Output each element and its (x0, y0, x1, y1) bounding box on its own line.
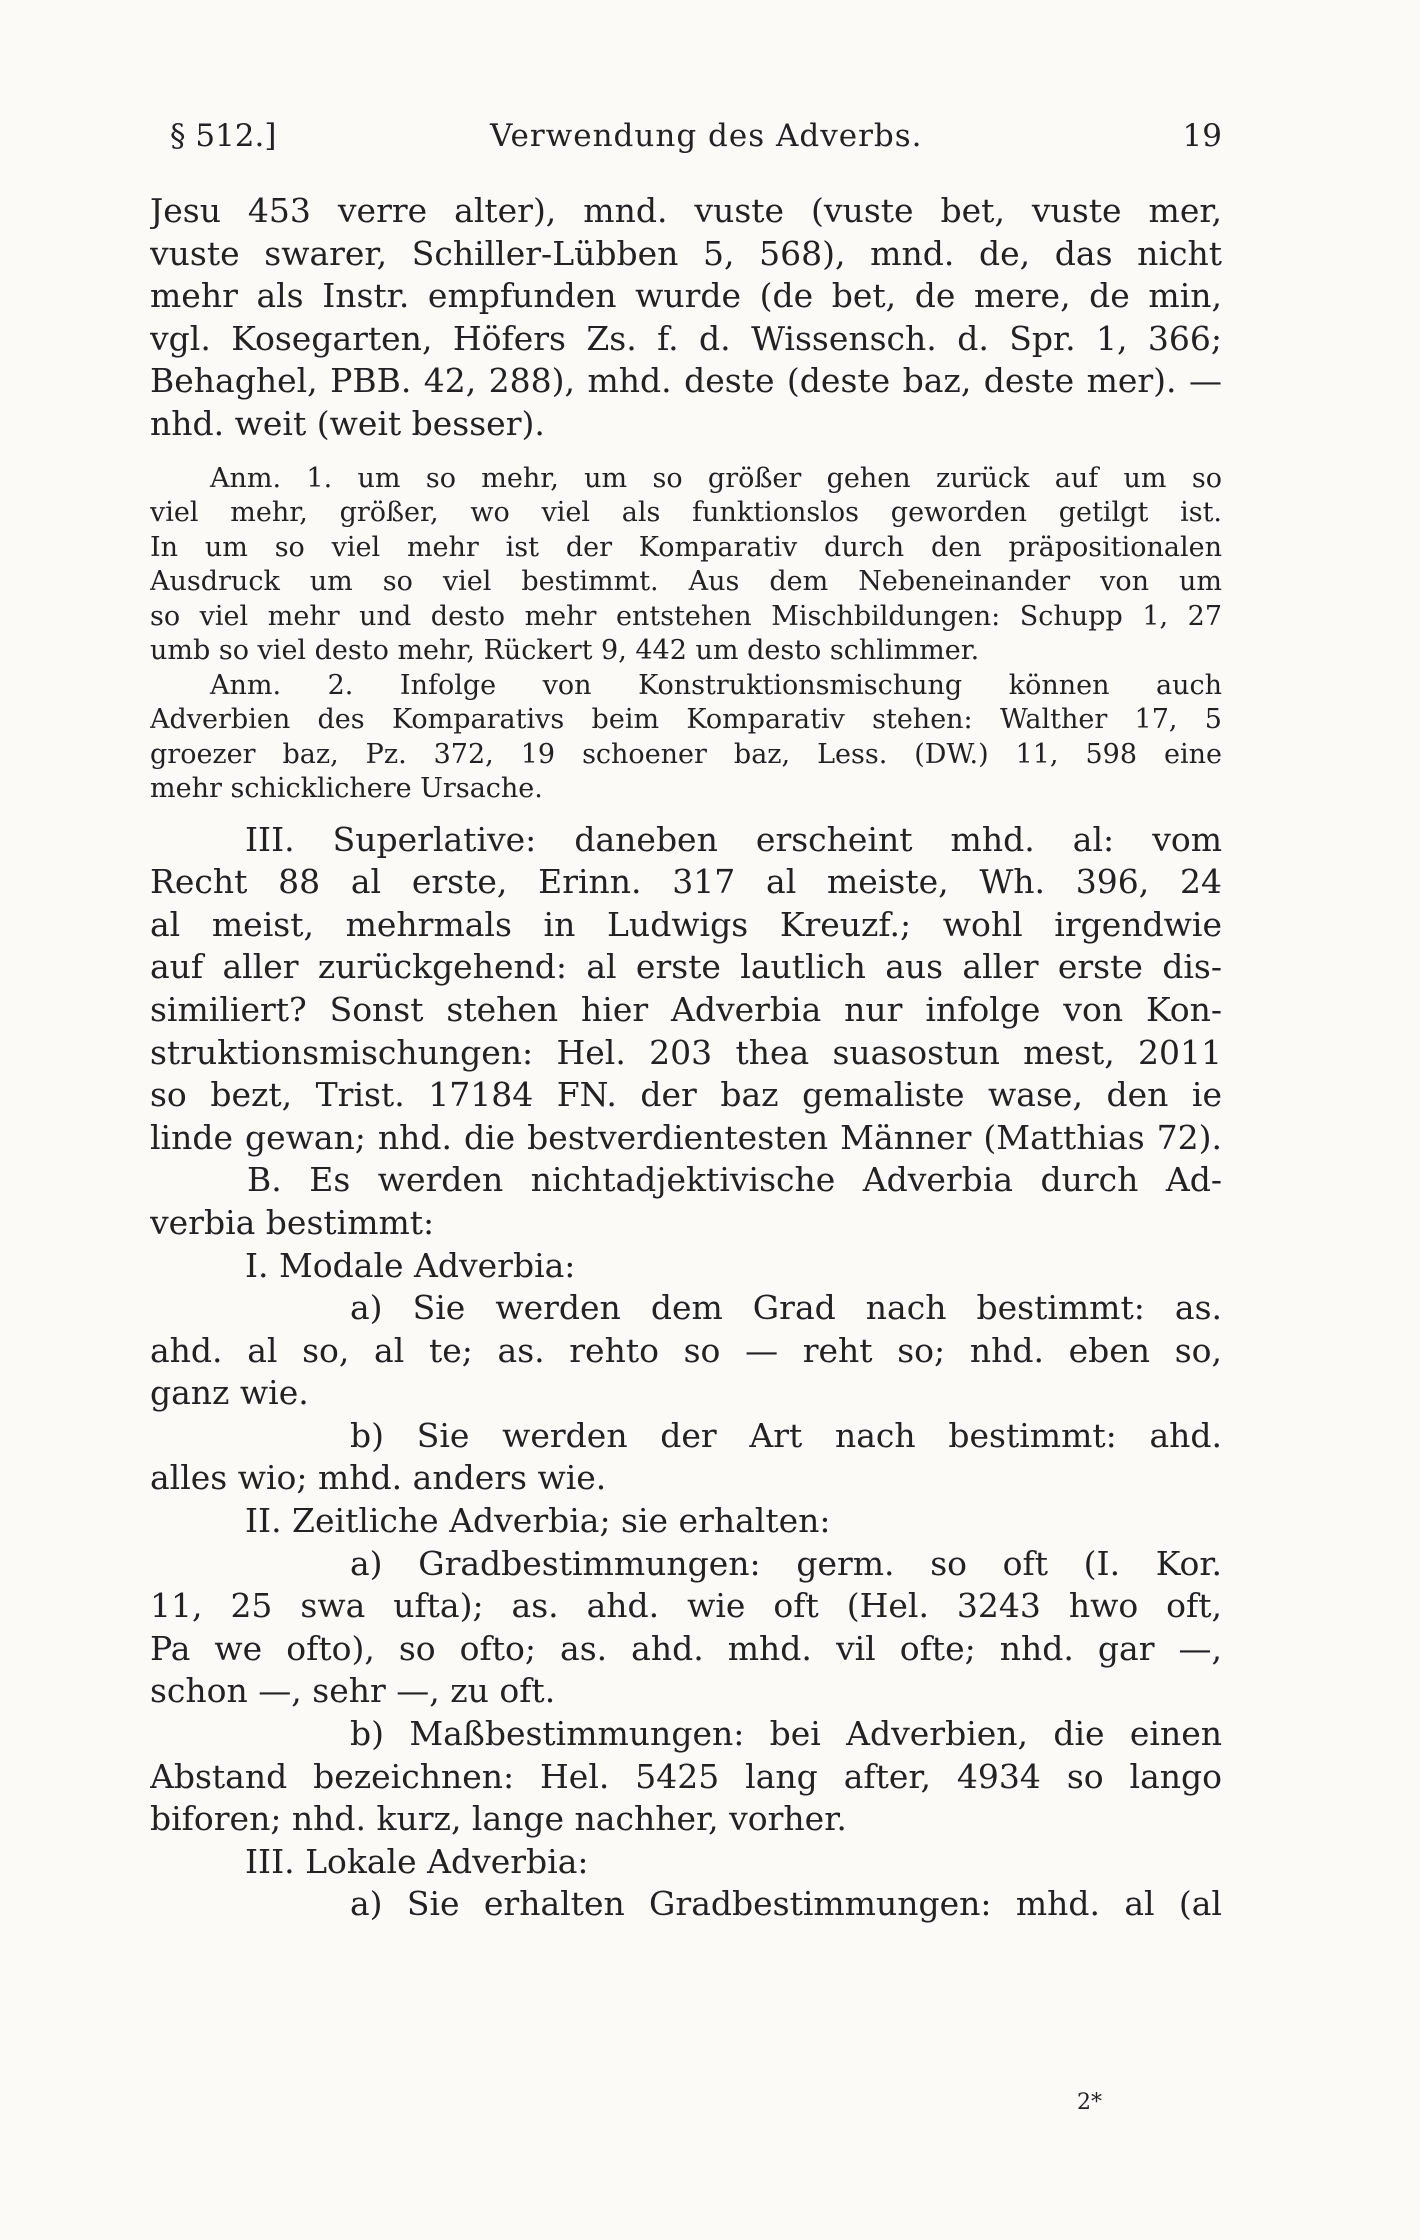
text-line: biforen; nhd. kurz, lange nachher, vorher. (150, 1799, 847, 1839)
annotation-line: groezer baz, Pz. 372, 19 schoener baz, Less. (DW.) 11, 598 eine (150, 738, 1222, 770)
annotation-line: mehr schicklichere Ursache. (150, 773, 543, 805)
text-line: Pa we ofto), so ofto; as. ahd. mhd. vil ofte; nhd. gar —, (150, 1628, 1222, 1668)
text-line: Abstand bezeichnen: Hel. 5425 lang after, 4934 so lango (150, 1756, 1222, 1796)
text-line: Recht 88 al erste, Erinn. 317 al meiste, Wh. 396, 24 (150, 862, 1222, 902)
text-line: similiert? Sonst stehen hier Adverbia nur infolge von Kon- (150, 989, 1222, 1029)
text-line: Behaghel, PBB. 42, 288), mhd. deste (deste baz, deste mer). — (150, 361, 1222, 401)
page-body (150, 190, 1222, 1926)
text-line: vuste swarer, Schiller-Lübben 5, 568), mnd. de, das nicht (150, 233, 1222, 273)
text-line: vgl. Kosegarten, Höfers Zs. f. d. Wissensch. d. Spr. 1, 366; (150, 318, 1222, 358)
text-line: al meist, mehrmals in Ludwigs Kreuzf.; wohl irgendwie (150, 904, 1222, 944)
text-line: B. Es werden nichtadjektivische Adverbia durch Ad- (247, 1160, 1222, 1200)
text-line: III. Lokale Adverbia: (245, 1841, 589, 1881)
annotation-line: so viel mehr und desto mehr entstehen Mischbildungen: Schupp 1, 27 (150, 600, 1222, 632)
text-line: schon —, sehr —, zu oft. (150, 1671, 556, 1711)
text-line: auf aller zurückgehend: al erste lautlich aus aller erste dis- (150, 947, 1222, 987)
page-number: 19 (1182, 118, 1222, 154)
annotation-line: Anm. 2. Infolge von Konstruktionsmischung können auch (210, 669, 1222, 701)
text-line: nhd. weit (weit besser). (150, 403, 545, 443)
annotation-line: Adverbien des Komparativs beim Komparativ stehen: Walther 17, 5 (150, 704, 1222, 736)
running-title: Verwendung des Adverbs. (490, 118, 923, 154)
section-reference: § 512.] (170, 118, 277, 154)
text-line: ahd. al so, al te; as. rehto so — reht so; nhd. eben so, (150, 1330, 1222, 1370)
text-line: verbia bestimmt: (150, 1202, 435, 1242)
annotation-line: Ausdruck um so viel bestimmt. Aus dem Nebeneinander von um (150, 566, 1222, 598)
annotation-line: viel mehr, größer, wo viel als funktionslos geworden getilgt ist. (150, 497, 1222, 529)
text-line: alles wio; mhd. anders wie. (150, 1458, 607, 1498)
text-line: I. Modale Adverbia: (245, 1245, 576, 1285)
text-line: so bezt, Trist. 17184 FN. der baz gemaliste wase, den ie (150, 1075, 1222, 1115)
running-header (170, 118, 1222, 164)
annotation-line: In um so viel mehr ist der Komparativ durch den präpositionalen (150, 531, 1222, 563)
text-line: a) Sie werden dem Grad nach bestimmt: as. (350, 1288, 1222, 1328)
text-line: 11, 25 swa ufta); as. ahd. wie oft (Hel. 3243 hwo oft, (150, 1586, 1222, 1626)
text-line: a) Sie erhalten Gradbestimmungen: mhd. al (al (350, 1884, 1222, 1924)
text-line: ganz wie. (150, 1373, 309, 1413)
text-line: II. Zeitliche Adverbia; sie erhalten: (245, 1501, 831, 1541)
text-line: III. Superlative: daneben erscheint mhd. al: vom (245, 819, 1222, 859)
annotation-line: umb so viel desto mehr, Rückert 9, 442 um desto schlimmer. (150, 635, 980, 667)
text-line: b) Maßbestimmungen: bei Adverbien, die einen (350, 1714, 1222, 1754)
text-line: a) Gradbestimmungen: germ. so oft (I. Kor. (350, 1543, 1222, 1583)
text-line: struktionsmischungen: Hel. 203 thea suasostun mest, 2011 (150, 1032, 1222, 1072)
text-line: b) Sie werden der Art nach bestimmt: ahd. (350, 1415, 1222, 1455)
signature-mark: 2* (1077, 2090, 1102, 2115)
text-line: linde gewan; nhd. die bestverdientesten Männer (Matthias 72). (150, 1117, 1222, 1157)
annotation-line: Anm. 1. um so mehr, um so größer gehen zurück auf um so (210, 462, 1222, 494)
text-line: Jesu 453 verre alter), mnd. vuste (vuste bet, vuste mer, (150, 191, 1222, 230)
text-line: mehr als Instr. empfunden wurde (de bet, de mere, de min, (150, 276, 1222, 316)
